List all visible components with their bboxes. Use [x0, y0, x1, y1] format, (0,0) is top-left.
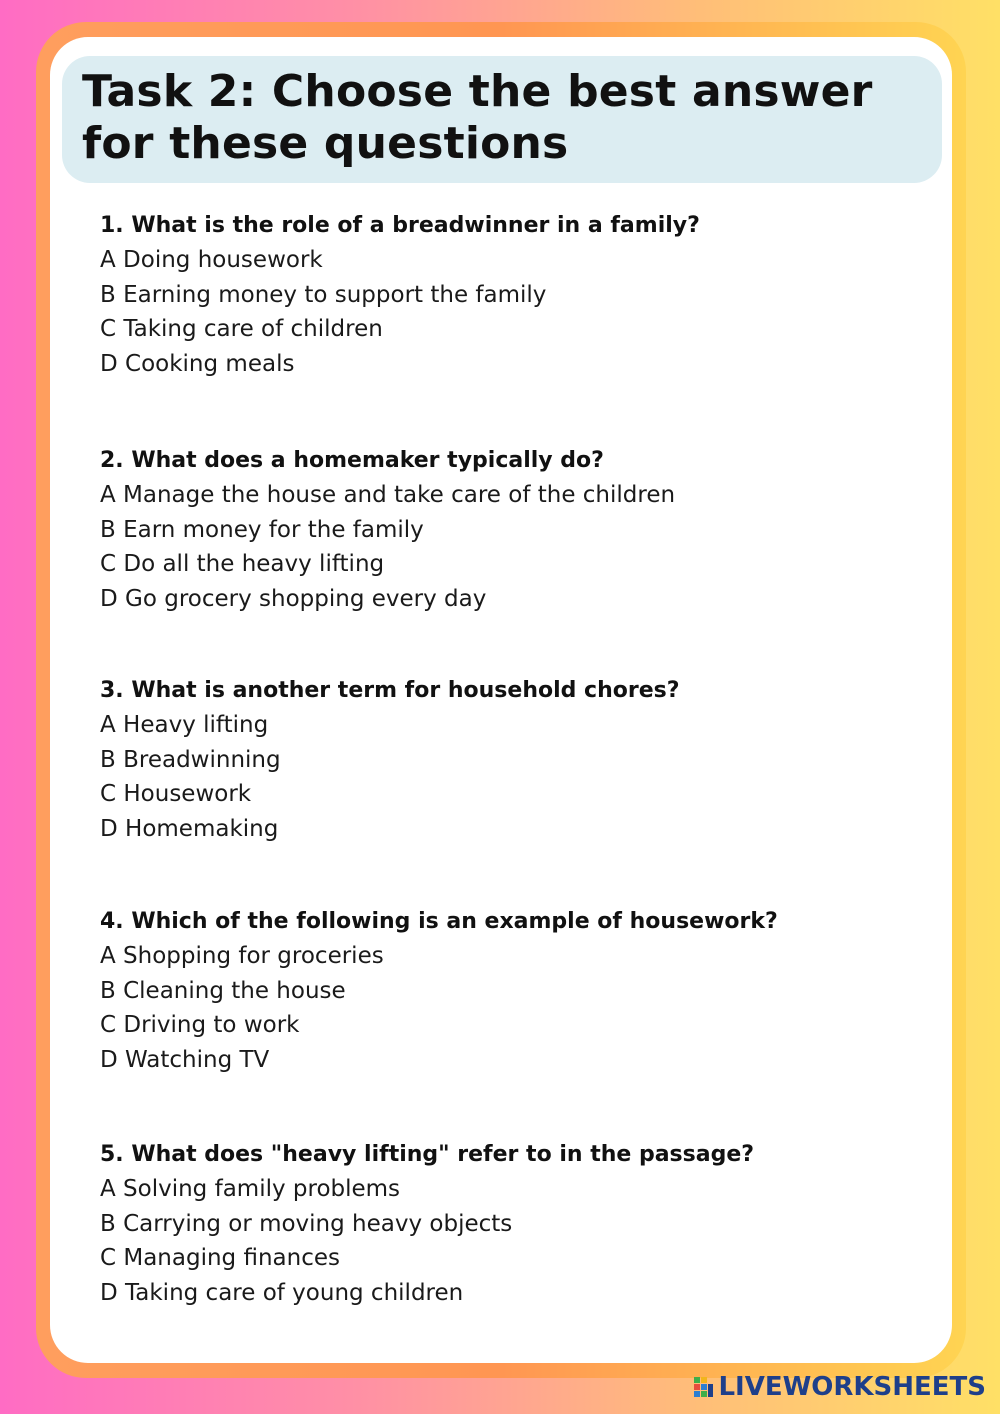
question-2 [100, 444, 940, 616]
question-text: 2. What does a homemaker typically do? [100, 448, 604, 473]
option-b[interactable]: B Cleaning the house [100, 977, 346, 1004]
option-a[interactable]: A Manage the house and take care of the children [100, 482, 676, 508]
option-d[interactable]: D Taking care of young children [100, 1279, 464, 1306]
question-1 [100, 209, 940, 381]
question-5 [100, 1138, 940, 1310]
option-b[interactable]: B Earning money to support the family [100, 281, 547, 308]
page-title: Task 2: Choose the best answer for these questions [82, 66, 873, 169]
option-d[interactable]: D Watching TV [100, 1046, 270, 1073]
option-c[interactable]: C Housework [100, 781, 252, 807]
option-c[interactable]: C Taking care of children [100, 316, 383, 342]
liveworksheets-logo-icon [694, 1375, 714, 1399]
option-d[interactable]: D Go grocery shopping every day [100, 585, 487, 612]
question-3 [100, 674, 940, 846]
option-b[interactable]: B Breadwinning [100, 746, 281, 773]
question-text: 5. What does "heavy lifting" refer to in the passage? [100, 1142, 755, 1167]
title-banner [62, 56, 942, 183]
option-a[interactable]: A Solving family problems [100, 1176, 401, 1202]
option-d[interactable]: D Homemaking [100, 815, 279, 842]
option-a[interactable]: A Shopping for groceries [100, 943, 384, 969]
option-c[interactable]: C Managing finances [100, 1245, 340, 1271]
question-text: 4. Which of the following is an example of housework? [100, 909, 778, 934]
brand-watermark[interactable] [694, 1372, 986, 1402]
option-d[interactable]: D Cooking meals [100, 350, 295, 377]
option-a[interactable]: A Doing housework [100, 247, 323, 273]
option-b[interactable]: B Earn money for the family [100, 516, 424, 543]
option-c[interactable]: C Do all the heavy lifting [100, 551, 385, 577]
option-b[interactable]: B Carrying or moving heavy objects [100, 1210, 513, 1237]
brand-name: LIVEWORKSHEETS [718, 1372, 986, 1402]
question-4 [100, 905, 940, 1077]
option-a[interactable]: A Heavy lifting [100, 712, 269, 738]
question-text: 1. What is the role of a breadwinner in a family? [100, 213, 700, 238]
question-text: 3. What is another term for household chores? [100, 678, 680, 703]
option-c[interactable]: C Driving to work [100, 1012, 300, 1038]
